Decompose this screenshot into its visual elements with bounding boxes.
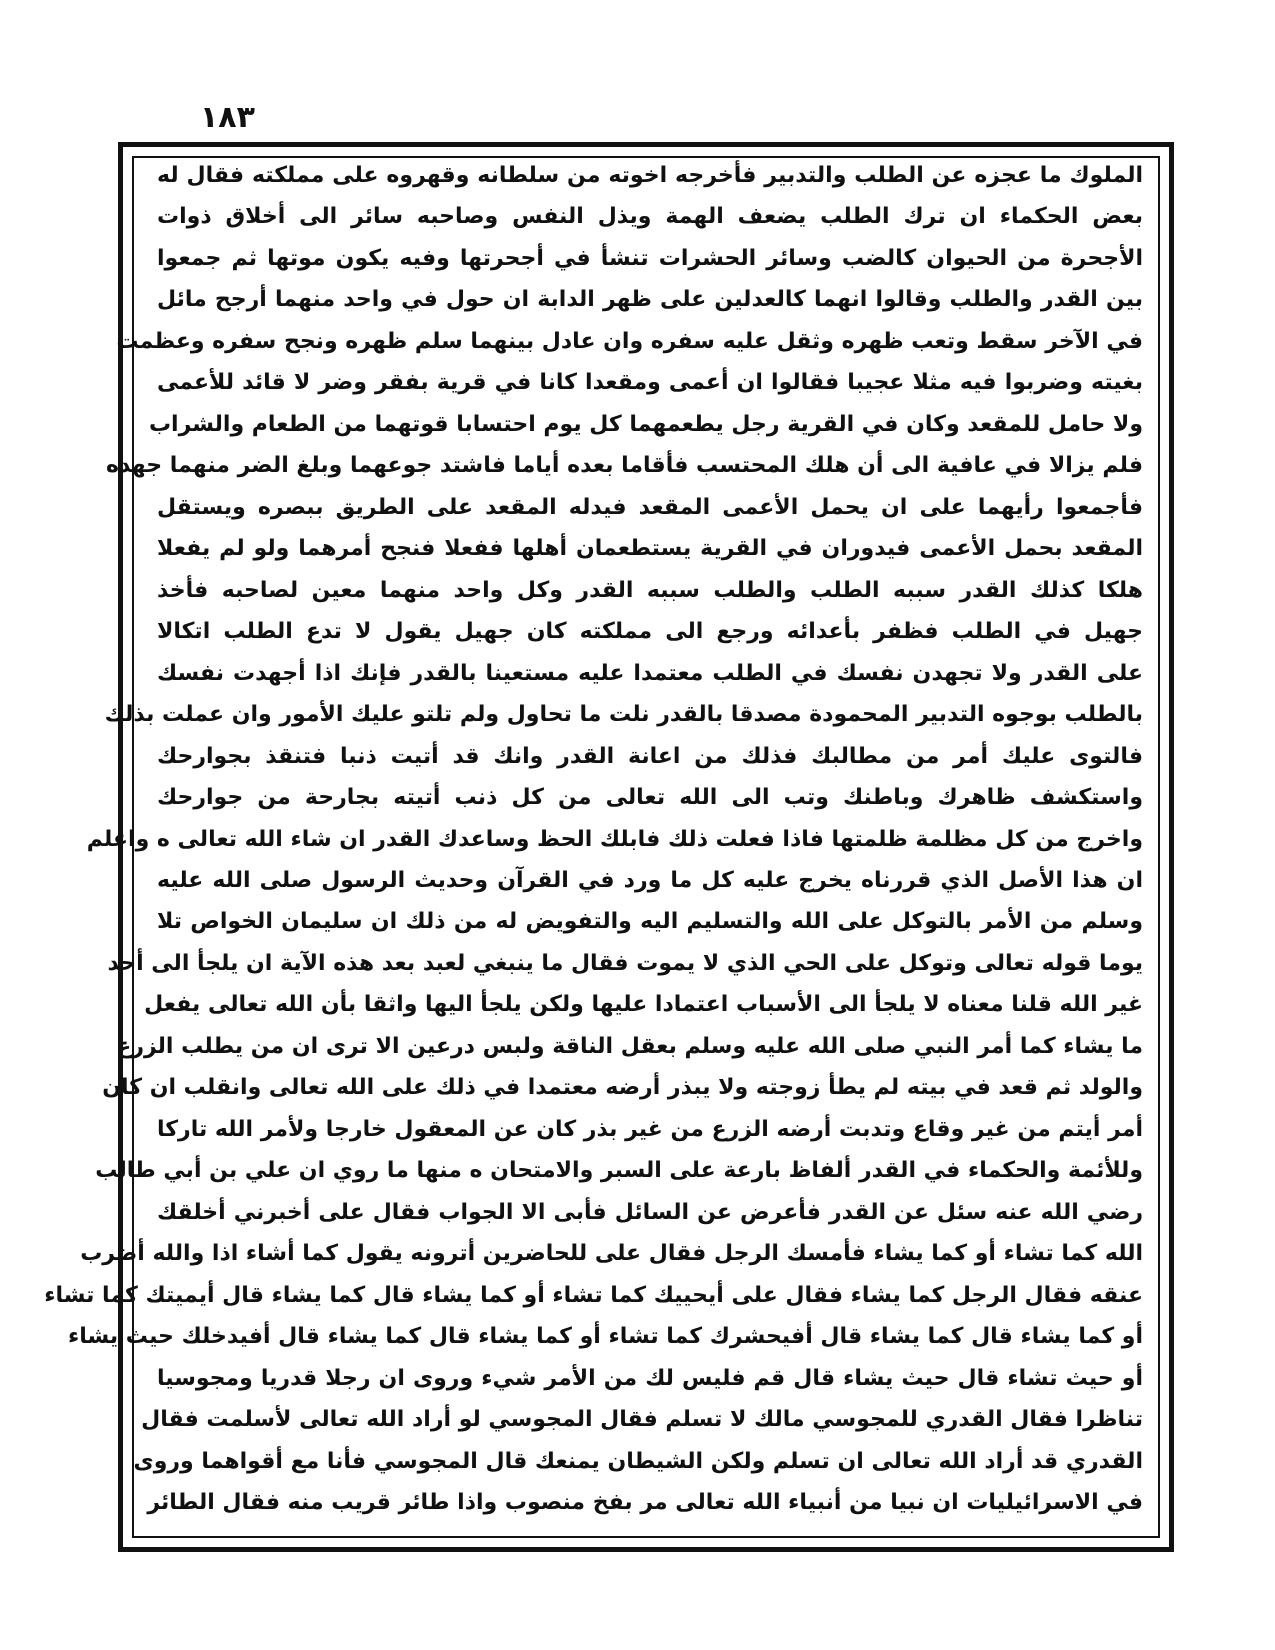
text-line: الله كما تشاء أو كما يشاء فأمسك الرجل فقال على للحاضرين أترونه يقول كما أشاء اذا والله أضرب <box>80 1241 1143 1267</box>
text-line: أو حيث تشاء قال حيث يشاء قال قم فليس لك من الأمر شيء وروى ان رجلا قدريا ومجوسيا <box>157 1365 1143 1391</box>
text-line: على القدر ولا تجهدن نفسك في الطلب معتمدا عليه مستعينا بالقدر فإنك اذا أجهدت نفسك <box>157 660 1143 686</box>
text-line: أو كما يشاء قال كما يشاء قال أفيحشرك كما تشاء أو كما يشاء قال كما يشاء قال أفيدخلك حيث يشاء <box>67 1324 1143 1350</box>
text-line: ان هذا الأصل الذي قررناه يخرج عليه كل ما ورد في القرآن وحديث الرسول صلى الله عليه <box>157 867 1143 893</box>
text-line: بالطلب بوجوه التدبير المحمودة مصدقا بالقدر نلت ما تحاول ولم تلتو عليك الأمور وان عملت بذلك <box>104 702 1143 728</box>
text-line: عنقه فقال الرجل كما يشاء فقال على أيحييك كما تشاء أو كما يشاء قال كما يشاء قال أيميتك كما تشاء <box>44 1282 1143 1308</box>
text-line: واخرج من كل مظلمة ظلمتها فاذا فعلت ذلك فابلك الحظ وساعدك القدر ان شاء الله تعالى ه واعلم <box>86 826 1143 852</box>
text-line: هلكا كذلك القدر سببه الطلب والطلب سببه القدر وكل واحد منهما معين لصاحبه فأخذ <box>157 577 1143 603</box>
text-line: وسلم من الأمر بالتوكل على الله والتسليم اليه والتفويض له من ذلك ان سليمان الخواص تلا <box>157 909 1143 935</box>
text-line: في الآخر سقط وتعب ظهره وثقل عليه سفره وان عادل بينهما سلم ظهره ونجح سفره وعظمت <box>116 328 1143 354</box>
text-line: المقعد بحمل الأعمى فيدوران في القرية يستطعمان أهلها ففعلا فنجح أمرهما ولو لم يفعلا <box>157 536 1143 562</box>
text-line: تناظرا فقال القدري للمجوسي مالك لا تسلم فقال المجوسي لو أراد الله تعالى لأسلمت فقال <box>141 1407 1143 1433</box>
text-line: فأجمعوا رأيهما على ان يحمل الأعمى المقعد فيدله المقعد على الطريق ببصره ويستقل <box>157 494 1143 520</box>
text-line: أمر أيتم من غير وقاع وتدبت أرضه الزرع من غير بذر كان عن المعقول خارجا ولأمر الله تاركا <box>157 1116 1143 1142</box>
text-block <box>44 163 1143 1525</box>
text-line: غير الله قلنا معناه لا يلجأ الى الأسباب اعتمادا عليها ولكن يلجأ اليها واثقا بأن الله تعالى يفعل <box>144 992 1143 1018</box>
text-line: يوما قوله تعالى وتوكل على الحي الذي لا يموت فقال ما ينبغي لعبد بعد هذه الآية ان يلجأ الى أحد <box>107 950 1143 976</box>
text-line: ولا حامل للمقعد وكان في القرية رجل يطعمهما كل يوم احتسابا قوتهما من الطعام والشراب <box>148 411 1143 437</box>
text-line: ما يشاء كما أمر النبي صلى الله عليه وسلم بعقل الناقة ولبس درعين الا ترى ان من يطلب الزرع <box>116 1033 1143 1059</box>
text-line: القدري قد أراد الله تعالى ان تسلم ولكن الشيطان يمنعك قال المجوسي فأنا مع أقواهما وروى <box>133 1448 1143 1474</box>
outer-frame <box>44 142 1174 1552</box>
text-line: الملوك ما عجزه عن الطلب والتدبير فأخرجه اخوته من سلطانه وقهروه على مملكته فقال له <box>157 163 1143 188</box>
text-line: الأجحرة من الحيوان كالضب وسائر الحشرات تنشأ في أجحرتها وفيه يكون موتها ثم جمعوا <box>157 245 1143 271</box>
text-line: بين القدر والطلب وقالوا انهما كالعدلين على ظهر الدابة ان حول في واحد منهما أرجح مائل <box>157 287 1143 313</box>
text-line: وللأئمة والحكماء في القدر ألفاظ بارعة على السبر والامتحان ه منها ما روي ان علي بن أبي طالب <box>95 1158 1143 1184</box>
text-line: واستكشف ظاهرك وباطنك وتب الى الله تعالى من كل ذنب أتيته بجارحة من جوارحك <box>157 785 1143 811</box>
text-line: جهيل في الطلب فظفر بأعدائه ورجع الى مملكته كان جهيل يقول لا تدع الطلب اتكالا <box>157 619 1143 645</box>
text-line: بعض الحكماء ان ترك الطلب يضعف الهمة ويذل النفس وصاحبه سائر الى أخلاق ذوات <box>157 204 1143 230</box>
text-line: في الاسرائيليات ان نبيا من أنبياء الله تعالى مر بفخ منصوب واذا طائر قريب منه فقال الطائر <box>147 1490 1143 1515</box>
text-line: بغيته وضربوا فيه مثلا عجيبا فقالوا ان أعمى ومقعدا كانا في قرية بفقر وضر لا قائد للأعمى <box>157 370 1143 396</box>
text-line: رضي الله عنه سئل عن القدر فأعرض عن السائل فأبى الا الجواب فقال على أخبرني أخلقك <box>157 1199 1143 1225</box>
text-line: فلم يزالا في عافية الى أن هلك المحتسب فأقاما بعده أياما فاشتد جوعهما وبلغ الضر منهما جهده <box>106 453 1143 479</box>
page-number: ١٨٣ <box>200 100 255 135</box>
text-line: فالتوى عليك أمر من مطالبك فذلك من اعانة القدر وانك قد أتيت ذنبا فتنقذ بجوارحك <box>157 743 1143 769</box>
text-line: والولد ثم قعد في بيته لم يطأ زوجته ولا يبذر أرضه معتمدا في ذلك على الله تعالى وانقلب ان كان <box>102 1075 1143 1101</box>
